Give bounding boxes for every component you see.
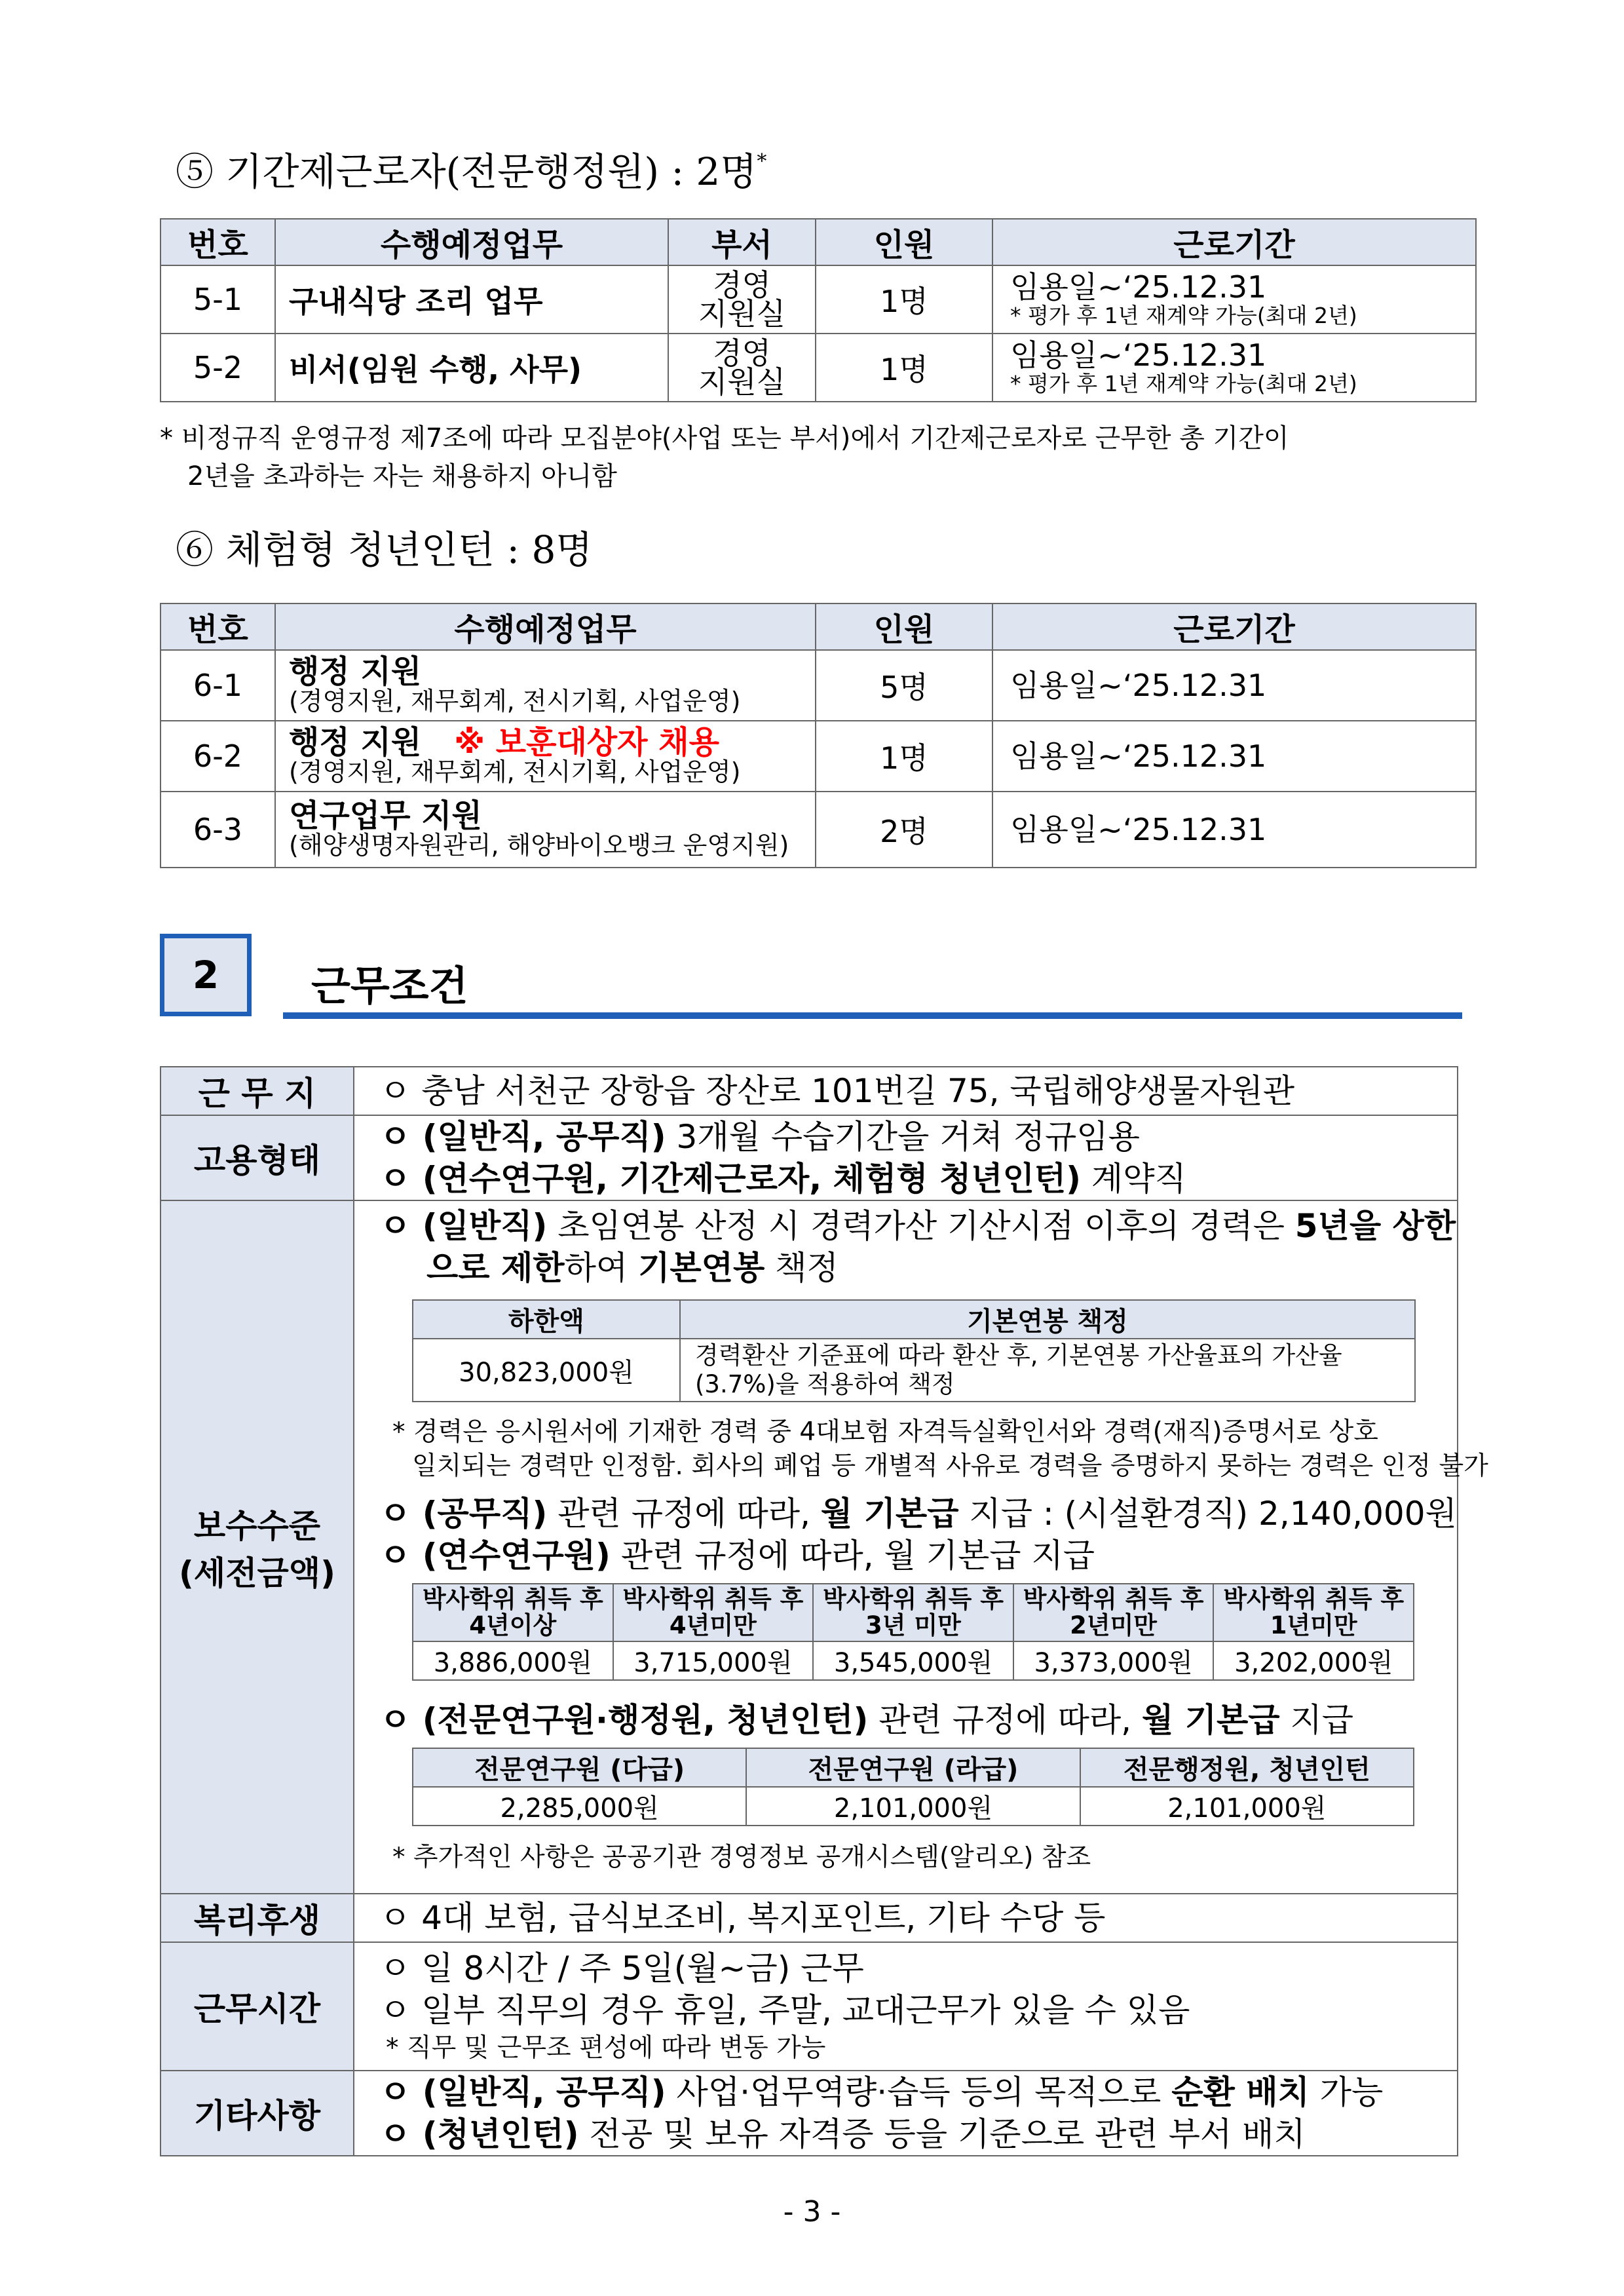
row-dept: 경영 지원실 [668,265,816,334]
s6-col-period: 근로기간 [992,603,1476,650]
table-row [161,792,1476,868]
page-number: - 3 - [783,2195,841,2229]
misc-value: ㅇ (일반직, 공무직) 사업·업무역량·습득 등의 목적으로 순환 배치 가능 ㅇ (청년인턴) 전공 및 보유 자격증 등을 기준으로 관련 부서 배치 [354,2071,1458,2156]
s5-header-row [161,219,1476,265]
row-no: 5-1 [161,265,275,334]
career-note: * 경력은 응시원서에 기재한 경력 중 4대보험 자격득실확인서와 경력(재직)증명서로 상호 일치되는 경력만 인정함. 회사의 폐업 등 개별적 사유로 경력을 증명하지 못하는 경력은 인정 불가 [392,1417,1488,1481]
s5-table [160,218,1477,402]
min-amount-value: 30,823,000원 [413,1339,680,1402]
t2-header: 박사학위 취득 후 2년미만 [1013,1584,1214,1641]
row-count: 2명 [816,792,992,868]
hours-label: 근무시간 [161,1942,354,2071]
s5-footnote: * 비정규직 운영규정 제7조에 따라 모집분야(사업 또는 부서)에서 기간제근로자로 근무한 총 기간이 2년을 초과하는 자는 채용하지 아니함 [160,423,1289,491]
t2-value: 3,202,000원 [1213,1641,1414,1680]
row-period: 임용일~‘25.12.31 [992,721,1476,792]
s6-col-task: 수행예정업무 [275,603,816,650]
veteran-hiring-note: ※ 보훈대상자 채용 [454,724,719,761]
row-count: 5명 [816,650,992,721]
section-title: 근무조건 [311,962,468,1010]
row-period: 임용일~‘25.12.31 * 평가 후 1년 재계약 가능(최대 2년) [992,265,1476,334]
row-no: 6-1 [161,650,275,721]
table-row [161,2071,1458,2156]
s6-header-row [161,603,1476,650]
table-row [161,1115,1458,1200]
t3-value: 2,101,000원 [1080,1787,1414,1826]
s5-col-task: 수행예정업무 [275,219,668,265]
t3-value: 2,101,000원 [746,1787,1080,1826]
table-row [161,1942,1458,2071]
row-task: 행정 지원 ※ 보훈대상자 채용 (경영지원, 재무회계, 전시기획, 사업운영) [275,721,816,792]
s5-col-count: 인원 [816,219,992,265]
t2-value: 3,886,000원 [413,1641,613,1680]
section-5-heading: ⑤ 기간제근로자(전문행정원) : 2명* [176,149,767,194]
t3-header: 전문연구원 (다급) [413,1748,746,1787]
t3-value: 2,285,000원 [413,1787,746,1826]
salary-value: ㅇ (일반직) 초임연봉 산정 시 경력가산 기산시점 이후의 경력은 5년을 상한 으로 제한하여 기본연봉 책정 하한액 기본연봉 책정 30,823,000원 경력환산 기준표에 따라 환산 후, 기본연봉 가산율표의 가산율 (3.7%)을 적용하여 책정 * 경력은 응시원서에 기재한 경력 중 4대보험 자격득실확인서와 경력(재직)증명서로 상호 일치되는 경력만 인정함. 회사의 폐업 등 개별적 사유로 경력을 증명하지 못하는 경력은 인정 불가 ㅇ (공무직) 관련 규정에 따라, 월 기본급 지급 : (시설환경직) 2,140,000원 ㅇ (연수연구원) 관련 규정에 따라, 월 기본급 지급 박사학위 취득 후 4년이상 박사학위 취득 후 4년미만 박사학위 취득 후 3년 미만 박사학위 취득 후 2년미만 박사학위 취득 후 1년미만 3,886,000원 3,715,000원 3,545,000원 3,373,000원 3,202,000원 ㅇ (전문연구원·행정원, 청년인턴) 관련 규정에 따라, 월 기본급 지급 전문연구원 (다급) 전문연구원 (라급) 전문행정원, 청년인턴 2,285,000원 2,101,000원 2,101,000원 * 추가적인 사항은 공공기관 경영정보 공개시스템(알리오) 참조 [354,1200,1458,1894]
table-row [161,265,1476,334]
welfare-label: 복리후생 [161,1894,354,1942]
workplace-label: 근 무 지 [161,1067,354,1115]
min-amount-header: 하한액 [413,1300,680,1339]
table-row [161,650,1476,721]
table-row [161,1067,1458,1115]
row-dept: 경영 지원실 [668,334,816,402]
section-6-heading: ⑥ 체험형 청년인턴 : 8명 [176,527,593,572]
welfare-value: ㅇ 4대 보험, 급식보조비, 복지포인트, 기타 수당 등 [354,1894,1458,1942]
base-salary-table [412,1299,1416,1402]
s6-table [160,603,1477,868]
row-period: 임용일~‘25.12.31 [992,792,1476,868]
specialist-salary-table [412,1748,1414,1826]
row-no: 5-2 [161,334,275,402]
s6-col-no: 번호 [161,603,275,650]
conditions-table [160,1066,1488,2156]
t3-header: 전문연구원 (라급) [746,1748,1080,1787]
row-task: 구내식당 조리 업무 [275,265,668,334]
row-task: 비서(임원 수행, 사무) [275,334,668,402]
row-count: 1명 [816,265,992,334]
s5-col-dept: 부서 [668,219,816,265]
table-row [161,721,1476,792]
t2-value: 3,373,000원 [1013,1641,1214,1680]
t2-header: 박사학위 취득 후 3년 미만 [813,1584,1013,1641]
table-row [161,1200,1458,1894]
row-count: 1명 [816,721,992,792]
salary-label: 보수수준 (세전금액) [161,1200,354,1894]
salary-setting-desc: 경력환산 기준표에 따라 환산 후, 기본연봉 가산율표의 가산율 (3.7%)을 적용하여 책정 [680,1339,1415,1402]
t2-value: 3,715,000원 [613,1641,814,1680]
s6-col-count: 인원 [816,603,992,650]
section-number-box: 2 [160,934,252,1016]
t2-header: 박사학위 취득 후 1년미만 [1213,1584,1414,1641]
t2-value: 3,545,000원 [813,1641,1013,1680]
t2-header: 박사학위 취득 후 4년이상 [413,1584,613,1641]
s5-col-no: 번호 [161,219,275,265]
row-period: 임용일~‘25.12.31 * 평가 후 1년 재계약 가능(최대 2년) [992,334,1476,402]
researcher-salary-table [412,1583,1414,1681]
workplace-value: ㅇ 충남 서천군 장항읍 장산로 101번길 75, 국립해양생물자원관 [354,1067,1458,1115]
row-count: 1명 [816,334,992,402]
section-underline [283,1012,1462,1019]
row-no: 6-3 [161,792,275,868]
employment-label: 고용형태 [161,1115,354,1200]
hours-value: ㅇ 일 8시간 / 주 5일(월~금) 근무 ㅇ 일부 직무의 경우 휴일, 주말, 교대근무가 있을 수 있음 * 직무 및 근무조 편성에 따라 변동 가능 [354,1942,1458,2071]
salary-setting-header: 기본연봉 책정 [680,1300,1415,1339]
misc-label: 기타사항 [161,2071,354,2156]
alio-note: * 추가적인 사항은 공공기관 경영정보 공개시스템(알리오) 참조 [392,1843,1091,1872]
row-task: 연구업무 지원 (해양생명자원관리, 해양바이오뱅크 운영지원) [275,792,816,868]
employment-value: ㅇ (일반직, 공무직) 3개월 수습기간을 거쳐 정규임용 ㅇ (연수연구원, 기간제근로자, 체험형 청년인턴) 계약직 [354,1115,1458,1200]
table-row [161,334,1476,402]
table-row [161,1894,1458,1942]
t3-header: 전문행정원, 청년인턴 [1080,1748,1414,1787]
row-period: 임용일~‘25.12.31 [992,650,1476,721]
row-no: 6-2 [161,721,275,792]
t2-header: 박사학위 취득 후 4년미만 [613,1584,814,1641]
row-task: 행정 지원 (경영지원, 재무회계, 전시기획, 사업운영) [275,650,816,721]
s5-col-period: 근로기간 [992,219,1476,265]
